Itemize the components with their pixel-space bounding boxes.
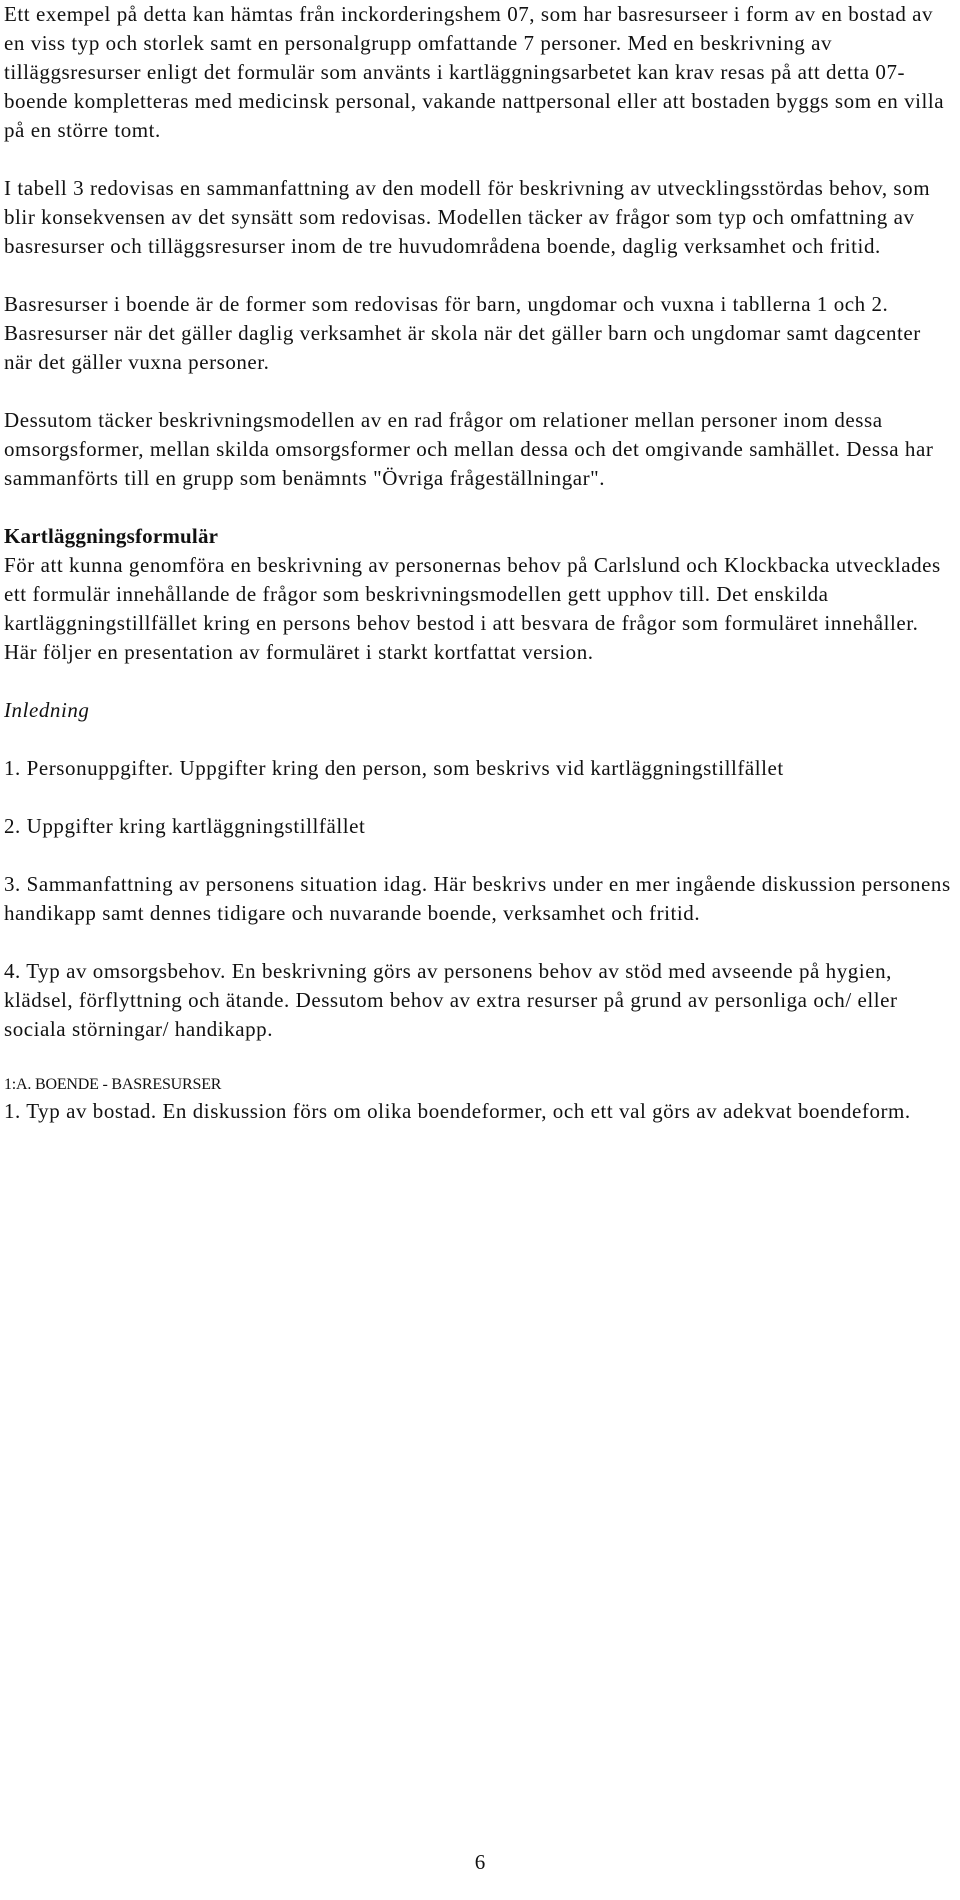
list-item-3: 3. Sammanfattning av personens situation idag. Här beskrivs under en mer ingående diskussion personens handikapp samt dennes tidigare och nuvarande boende, verksamhet och fritid.: [4, 872, 951, 925]
boende-item: 1. Typ av bostad. En diskussion förs om olika boendeformer, och ett val görs av adekvat boendeform.: [4, 1099, 911, 1123]
section-intro: För att kunna genomföra en beskrivning av personernas behov på Carlslund och Klockbacka utvecklades ett formulär innehållande de frågor som beskrivningsmodellen gett upphov till. Det enskilda kartläggningstillfället kring en persons behov bestod i att besvara de frågor som formuläret innehåller. Här följer en presentation av formuläret i starkt kortfattat version.: [4, 553, 941, 664]
section-heading: Kartläggningsformulär: [4, 524, 219, 548]
paragraph-relationer: Dessutom täcker beskrivningsmodellen av en rad frågor om relationer mellan personer inom dessa omsorgsformer, mellan skilda omsorgsformer och mellan dessa och det omgivande samhället. Dessa har sammanförts till en grupp som benämnts "Övriga frågeställningar".: [4, 408, 934, 490]
list-item-1: 1. Personuppgifter. Uppgifter kring den person, som beskrivs vid kartläggningstillfället: [4, 756, 784, 780]
paragraph-example: Ett exempel på detta kan hämtas från inckorderingshem 07, som har basresurseer i form av en bostad av en viss typ och storlek samt en personalgrupp omfattande 7 personer. Med en beskrivning av tilläggsresurser enligt det formulär som använts i kartläggningsarbetet kan krav resas på att detta 07-boende kompletteras med medicinsk personal, vakande nattpersonal eller att bostaden byggs som en villa på en större tomt.: [4, 2, 945, 142]
list-item-4: 4. Typ av omsorgsbehov. En beskrivning görs av personens behov av stöd med avseende på hygien, klädsel, förflyttning och ätande. Dessutom behov av extra resurser på grund av personliga och/ eller sociala störningar/ handikapp.: [4, 959, 898, 1041]
document-page: [4, 0, 954, 1155]
paragraph-basresurser: Basresurser i boende är de former som redovisas för barn, ungdomar och vuxna i tabllerna 1 och 2. Basresurser när det gäller daglig verksamhet är skola när det gäller barn och ungdomar samt dagcenter när det gäller vuxna personer.: [4, 292, 921, 374]
page-number: 6: [474, 1850, 486, 1874]
paragraph-table-summary: I tabell 3 redovisas en sammanfattning av den modell för beskrivning av utvecklingsstördas behov, som blir konsekvensen av det synsätt som redovisas. Modellen täcker av frågor som typ och omfattning av basresurser och tilläggsresurser inom de tre huvudområdena boende, daglig verksamhet och fritid.: [4, 176, 931, 258]
inledning-heading: Inledning: [4, 698, 90, 722]
list-item-2: 2. Uppgifter kring kartläggningstillfället: [4, 814, 366, 838]
boende-heading: 1:A. BOENDE - BASRESURSER: [4, 1076, 222, 1093]
